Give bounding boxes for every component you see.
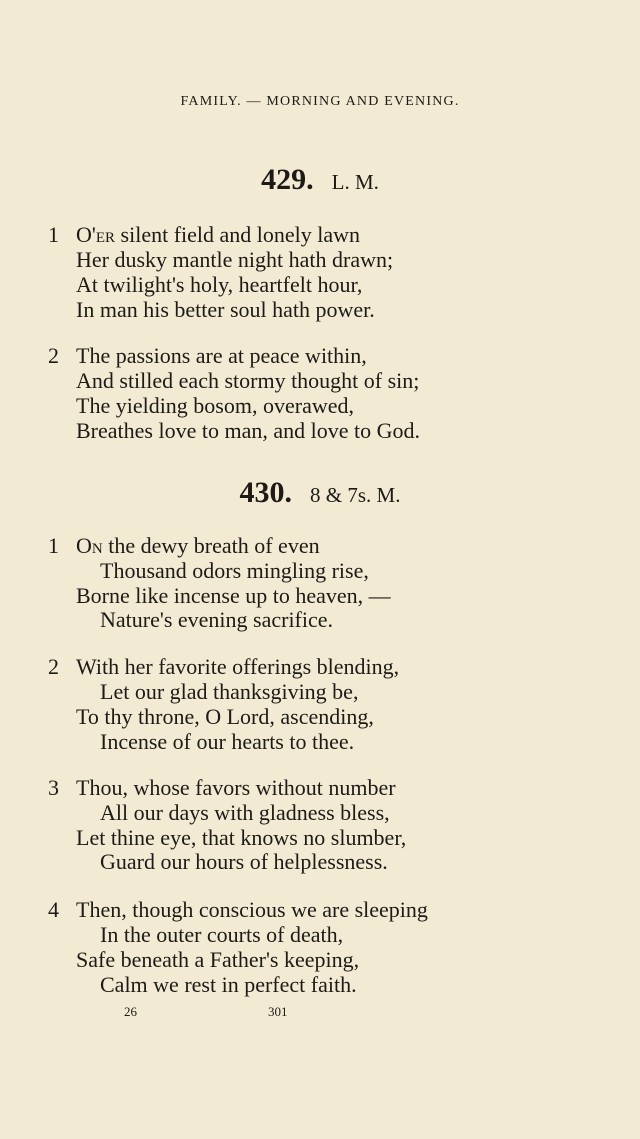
verse-line: At twilight's holy, heartfelt hour, [76,272,363,297]
stanza-number: 4 [48,897,59,922]
verse-line: Thou, whose favors without number [76,775,396,800]
verse-line: The passions are at peace within, [76,343,367,368]
verse-line [76,224,360,246]
stanza-number: 1 [48,533,59,558]
stanza-number: 1 [48,222,59,247]
verse-line: In the outer courts of death, [100,922,344,947]
verse-line: With her favorite offerings blending, [76,654,400,679]
signature-mark: 26 [124,1004,137,1019]
hymn-meter: 8 & 7s. M. [310,483,401,507]
first-line-rest: the dewy breath of even [102,533,320,558]
verse-line: Borne like incense up to heaven, — [76,583,391,608]
verse-line: Thousand odors mingling rise, [100,558,369,583]
verse-line: Her dusky mantle night hath drawn; [76,247,394,272]
hymn-meter: L. M. [331,170,379,194]
verse-line: Guard our hours of helplessness. [100,849,388,874]
hymn-number: 430. [239,476,293,509]
running-head: FAMILY. — MORNING AND EVENING. [180,94,460,109]
first-word-small-caps: O'er [76,222,116,247]
stanza-number: 2 [48,654,59,679]
verse-line [76,535,320,557]
stanza-number: 3 [48,775,59,800]
verse-line: Safe beneath a Father's keeping, [76,947,360,972]
hymn-heading [0,163,640,197]
verse-line: Then, though conscious we are sleeping [76,897,428,922]
verse-line: Let our glad thanksgiving be, [100,679,359,704]
first-line-rest: silent field and lonely lawn [115,222,361,247]
verse-line: All our days with gladness bless, [100,800,390,825]
verse-line: The yielding bosom, overawed, [76,393,354,418]
hymn-heading [0,476,640,510]
verse-line: Let thine eye, that knows no slumber, [76,825,407,850]
first-word-small-caps: On [76,533,103,558]
stanza-number: 2 [48,343,59,368]
verse-line: Incense of our hearts to thee. [100,729,355,754]
verse-line: And stilled each stormy thought of sin; [76,368,420,393]
verse-line: In man his better soul hath power. [76,297,375,322]
page-number: 301 [268,1004,288,1019]
verse-line: Breathes love to man, and love to God. [76,418,420,443]
hymn-number: 429. [261,163,314,196]
verse-line: Nature's evening sacrifice. [100,607,334,632]
verse-line: Calm we rest in perfect faith. [100,972,357,997]
verse-line: To thy throne, O Lord, ascending, [76,704,374,729]
